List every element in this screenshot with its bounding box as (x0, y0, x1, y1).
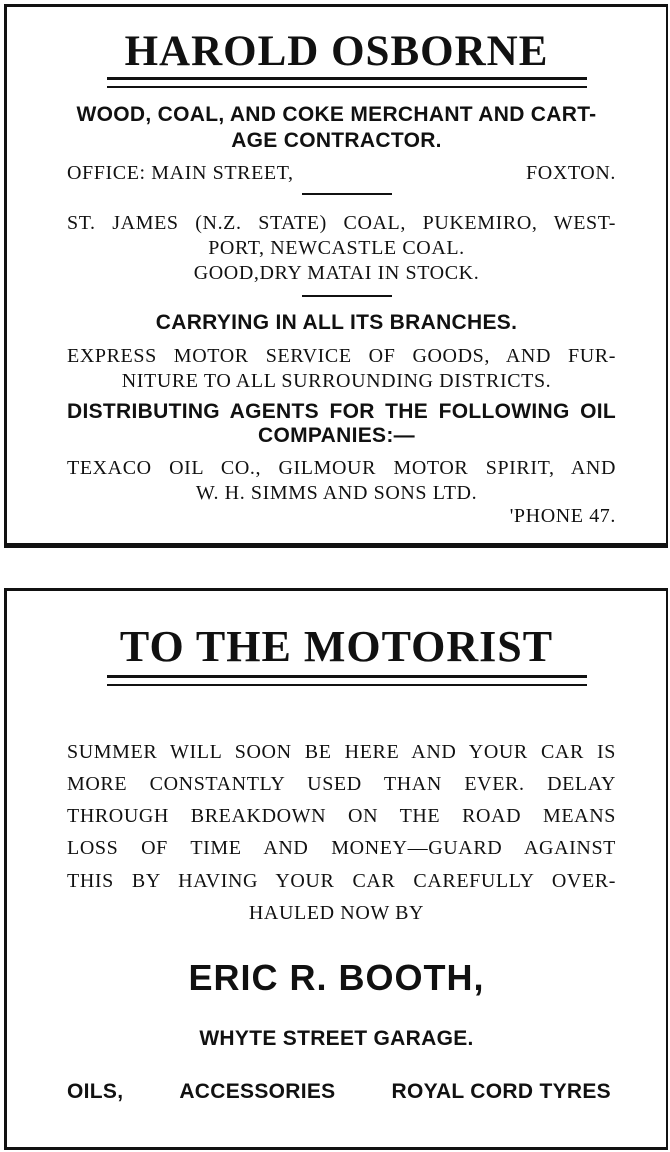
ad2-item-oils: OILS, (67, 1080, 124, 1103)
ad1-coal-line1: ST. JAMES (N.Z. STATE) COAL, PUKEMIRO, WEST- (67, 212, 616, 234)
advertisement-harold-osborne (4, 4, 668, 548)
advertisement-to-the-motorist (4, 588, 668, 1150)
ad2-body-line2: MORE CONSTANTLY USED THAN EVER. DELAY (67, 773, 616, 795)
ad2-body-line5: THIS BY HAVING YOUR CAR CAREFULLY OVER- (67, 870, 616, 892)
ad1-oil-line2: W. H. SIMMS AND SONS LTD. (195, 482, 478, 504)
ad1-divider-1 (302, 193, 392, 195)
ad1-tagline-line1: WOOD, COAL, AND COKE MERCHANT AND CART- (76, 103, 597, 126)
ad1-phone: 'PHONE 47. (509, 505, 616, 527)
ad1-title: HAROLD OSBORNE (124, 28, 549, 75)
ad2-item-accessories: ACCESSORIES (179, 1080, 336, 1103)
ad2-body-line1: SUMMER WILL SOON BE HERE AND YOUR CAR IS (67, 741, 616, 763)
ad2-items-row (67, 1080, 611, 1104)
ad1-divider-2 (302, 295, 392, 297)
ad2-body-line4: LOSS OF TIME AND MONEY—GUARD AGAINST (67, 837, 616, 859)
ad1-agents-line1: DISTRIBUTING AGENTS FOR THE FOLLOWING OIL (67, 400, 616, 423)
ad2-garage: WHYTE STREET GARAGE. (199, 1027, 474, 1050)
ad1-coal-line2: PORT, NEWCASTLE COAL. (208, 237, 465, 259)
ad1-express-line2: NITURE TO ALL SURROUNDING DISTRICTS. (121, 370, 552, 392)
ad2-title: TO THE MOTORIST (119, 622, 554, 671)
ad1-carrying: CARRYING IN ALL ITS BRANCHES. (155, 311, 518, 334)
ad1-office-address: OFFICE: MAIN STREET, (67, 162, 294, 184)
ad1-title-rule (107, 77, 587, 88)
ad1-matai: GOOD,DRY MATAI IN STOCK. (193, 262, 480, 284)
ad2-body-line6: HAULED NOW BY (248, 902, 425, 924)
ad2-item-tyres: ROYAL CORD TYRES (391, 1080, 611, 1103)
ad1-agents-line2: COMPANIES:— (258, 424, 415, 447)
ad1-office-town: FOXTON. (526, 162, 616, 184)
ad2-title-rule (107, 675, 587, 686)
ad1-oil-line1: TEXACO OIL CO., GILMOUR MOTOR SPIRIT, AND (67, 457, 616, 479)
ad1-express-line1: EXPRESS MOTOR SERVICE OF GOODS, AND FUR- (67, 345, 616, 367)
ad1-tagline-line2: AGE CONTRACTOR. (231, 129, 442, 152)
ad2-body-line3: THROUGH BREAKDOWN ON THE ROAD MEANS (67, 805, 616, 827)
ad2-name: ERIC R. BOOTH, (188, 957, 485, 998)
